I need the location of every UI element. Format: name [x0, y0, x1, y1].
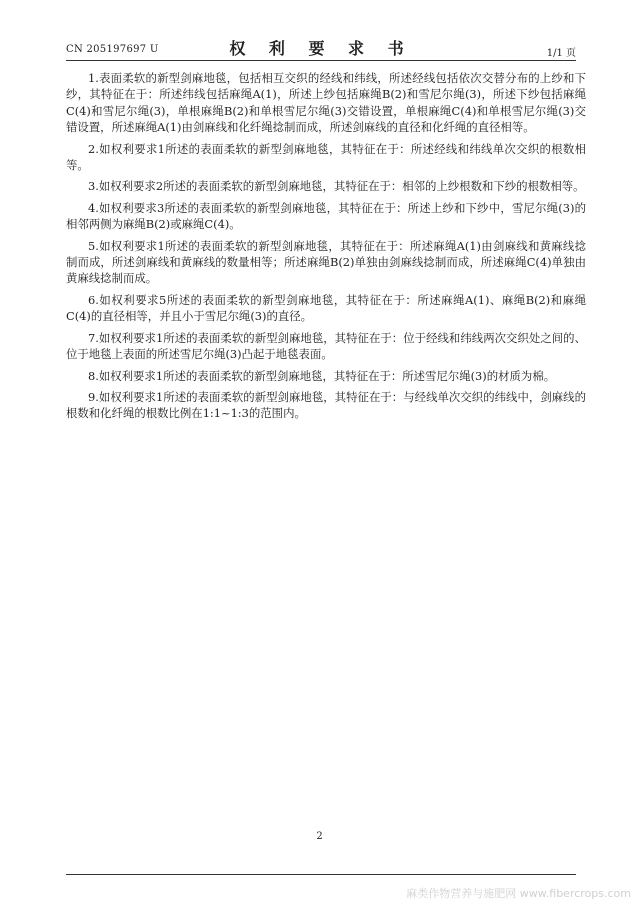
claim-2: 2.如权利要求1所述的表面柔软的新型剑麻地毯，其特征在于：所述经线和纬线单次交织的根数相等。 — [66, 141, 586, 173]
footer-divider — [66, 874, 576, 875]
patent-number: CN 205197697 U — [66, 44, 159, 55]
page-number: 2 — [316, 831, 323, 842]
page-header — [66, 36, 576, 60]
claim-3: 3.如权利要求2所述的表面柔软的新型剑麻地毯，其特征在于：相邻的上纱根数和下纱的根数相等。 — [88, 179, 585, 194]
claim-7: 7.如权利要求1所述的表面柔软的新型剑麻地毯，其特征在于：位于经线和纬线两次交织处之间的、位于地毯上表面的所述雪尼尔绳(3)凸起于地毯表面。 — [66, 330, 586, 362]
document-title: 权 利 要 求 书 — [229, 39, 413, 58]
claim-4: 4.如权利要求3所述的表面柔软的新型剑麻地毯，其特征在于：所述上纱和下纱中，雪尼尔绳(3)的相邻两侧为麻绳B(2)或麻绳C(4)。 — [66, 200, 586, 232]
claim-6: 6.如权利要求5所述的表面柔软的新型剑麻地毯，其特征在于：所述麻绳A(1)、麻绳B(2)和麻绳C(4)的直径相等，并且小于雪尼尔绳(3)的直径。 — [66, 292, 586, 324]
claim-5: 5.如权利要求1所述的表面柔软的新型剑麻地毯，其特征在于：所述麻绳A(1)由剑麻线和黄麻线捻制而成，所述剑麻线和黄麻线的数量相等；所述麻绳B(2)单独由剑麻线捻制而成，所述麻绳C(4)单独由黄麻线捻制而成。 — [66, 238, 586, 286]
header-divider — [66, 60, 576, 61]
claim-1: 1.表面柔软的新型剑麻地毯，包括相互交织的经线和纬线，所述经线包括依次交替分布的上纱和下纱，其特征在于：所述纬线包括麻绳A(1)，所述上纱包括麻绳B(2)和雪尼尔绳(3)，所述下纱包括麻绳C(4)和雪尼尔绳(3)，单根麻绳B(2)和单根雪尼尔绳(3)交错设置，单根麻绳C(4)和单根雪尼尔绳(3)交错设置，所述麻绳A(1)由剑麻线和化纤绳捻制而成，所述剑麻线的直径和化纤绳的直径相等。 — [66, 71, 586, 135]
watermark-text: 麻类作物营养与施肥网 www.fibercrops.com — [406, 887, 631, 900]
claim-8: 8.如权利要求1所述的表面柔软的新型剑麻地毯，其特征在于：所述雪尼尔绳(3)的材质为棉。 — [88, 368, 556, 383]
page-indicator: 1/1 页 — [546, 48, 576, 59]
claims-list — [66, 70, 586, 427]
claim-9: 9.如权利要求1所述的表面柔软的新型剑麻地毯，其特征在于：与经线单次交织的纬线中，剑麻线的根数和化纤绳的根数比例在1:1~1:3的范围内。 — [66, 389, 586, 421]
